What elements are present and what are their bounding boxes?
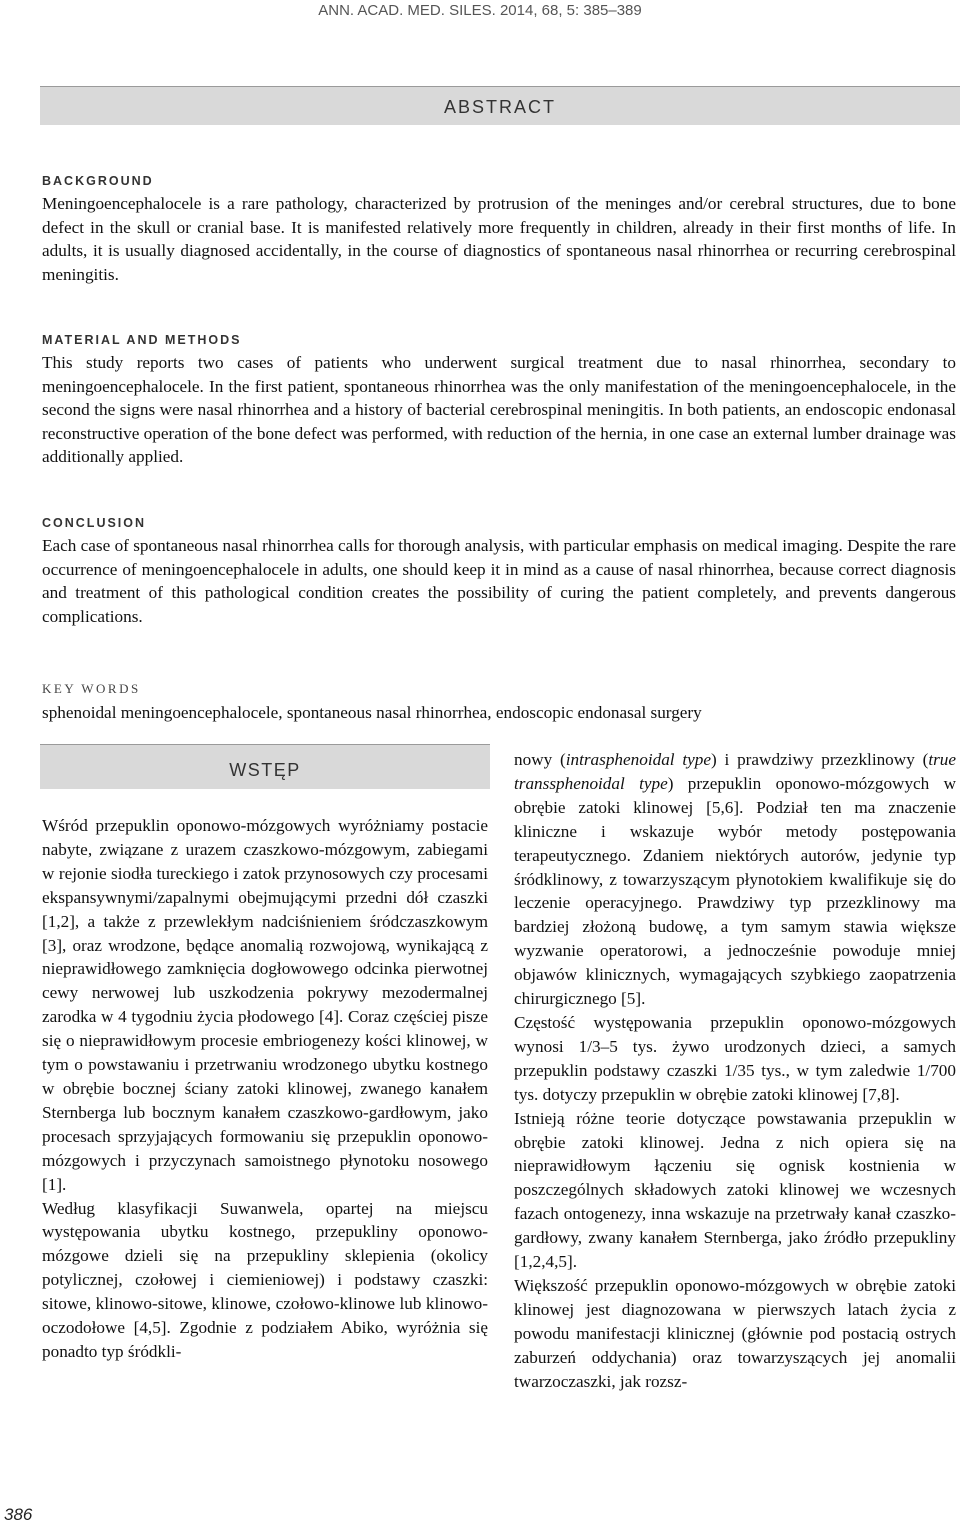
running-head: ANN. ACAD. MED. SILES. 2014, 68, 5: 385–389 xyxy=(318,2,642,19)
page-number: 386 xyxy=(4,1505,33,1524)
intro-left-paragraph-2: Według klasyfikacji Suwanwela, opartej na miejscu występowania ubytku kostnego, przepukliny oponowo-mózgowe dzieli się na przepukliny sklepienia (okolicy potylicznej, czołowej i ciemieniowej) i podstawy czaszki: sitowe, klinowo-sitowe, klinowe, czołowo-klinowe lub klinowo-oczodołowe [4,5]. Zgodnie z podziałem Abiko, wyróżnia się ponadto typ śródkli- xyxy=(42,1198,488,1361)
text-run: ) i prawdziwy przezklinowy ( xyxy=(711,750,929,769)
intro-left-column xyxy=(42,814,488,1364)
intro-right-column xyxy=(514,748,956,1393)
abstract-title-bar xyxy=(40,86,960,125)
methods-section xyxy=(42,333,956,469)
keywords-section xyxy=(42,681,956,723)
intro-right-paragraph-4: Większość przepuklin oponowo-mózgowych w obrębie zatoki klinowej jest diagnozowana w pierwszych latach życia z powodu manifestacji klinicznej (głównie pod postacią ostrych zaburzeń oddychania) oraz towarzyszących jej anomalii twarzoczaszki, jak rozsz- xyxy=(514,1275,956,1391)
intro-right-paragraph-1 xyxy=(514,748,956,1011)
italic-term: true transsphenoidal type xyxy=(514,750,956,793)
background-text: Meningoencephalocele is a rare pathology, characterized by protrusion of the meninges and/or cerebral structures, due to bone defect in the skull or cranial base. It is manifested relatively more frequently in children, already in their first months of life. In adults, it is usually diagnosed accidentally, in the course of diagnostics of spontaneous nasal rhinorrhea or recurring cerebrospinal meningitis. xyxy=(42,194,956,284)
abstract-title: ABSTRACT xyxy=(443,97,556,117)
text-run: ) przepuklin oponowo-mózgowych w obrębie zatoki klinowej [5,6]. Podział ten ma znaczenie kliniczne i wskazuje wybór metody postępowania terapeutycznego. Zdaniem niektórych autorów, jedynie typ śródklinowy, z towarzyszącym płynotokiem kwalifikuje się do leczenie operacyjnego. Prawdziwy typ przezklinowy ma bardziej złożoną budowę, a tym samym stawia większe wyzwanie operatorowi, a jednocześnie powoduje mniej objawów klinicznych, wymagających szybkiego zaopatrzenia chirurgicznego [5]. xyxy=(514,773,956,1009)
conclusion-heading: CONCLUSION xyxy=(42,516,147,530)
keywords-heading: KEY WORDS xyxy=(42,681,141,696)
text-run: nowy ( xyxy=(514,750,566,769)
intro-left-paragraph-1: Wśród przepuklin oponowo-mózgowych wyróżniamy postacie nabyte, związane z urazem czaszkowo-mózgowym, zabiegami w rejonie siodła tureckiego i zatok przynosowych czy procesami ekspansywnymi/zapalnymi obejmującymi przedni dół czaszki [1,2], a także z przewlekłym nadciśnieniem śródczaszkowym [3], oraz wrodzone, będące anomalią rozwojową, wynikającą z nieprawidłowego zamknięcia dogłowowego odcinka pierwotnej cewy nerwowej lub uszkodzenia pokrywy mezodermalnej zarodka w 4 tygodniu życia płodowego [4]. Coraz częściej pisze się o nieprawidłowym procesie embriogenezy kości klinowej, w tym o powstawaniu i przetrwaniu wrodzonego ubytku kostnego w obrębie bocznej ściany zatoki klinowej, zwanego kanałem Sternberga lub bocznym kanałem czaszkowo-gardłowym, jako procesach sprzyjających formowaniu się przepuklin oponowo-mózgowych i przyczynach samoistnego płynotoku nosowego [1]. xyxy=(42,816,488,1194)
italic-term: intrasphenoidal type xyxy=(565,750,711,769)
conclusion-section xyxy=(42,516,956,628)
intro-right-paragraph-2: Częstość występowania przepuklin oponowo-mózgowych wynosi 1/3–5 tys. żywo urodzonych dzieci, a samych przepuklin podstawy czaszki 1/35 tys., w tym zaledwie 1/700 tys. dotyczy przepuklin w obrębie zatoki klinowej [7,8]. xyxy=(514,1012,956,1104)
conclusion-text: Each case of spontaneous nasal rhinorrhea calls for thorough analysis, with particular emphasis on medical imaging. Despite the rare occurrence of meningoencephalocele in adults, one should keep it in mind as a cause of nasal rhinorrhea, because correct diagnosis and treatment of this pathological condition creates the possibility of curing the patient completely, and prevents dangerous complications. xyxy=(42,536,956,626)
methods-heading: MATERIAL AND METHODS xyxy=(42,333,242,347)
keywords-text: sphenoidal meningoencephalocele, spontaneous nasal rhinorrhea, endoscopic endonasal surgery xyxy=(42,703,702,722)
methods-text: This study reports two cases of patients who underwent surgical treatment due to nasal rhinorrhea, secondary to meningoencephalocele. In the first patient, spontaneous rhinorrhea was the only manifestation of the meningoencephalocele, in the second the signs were nasal rhinorrhea and a history of bacterial cerebrospinal meningitis. In both patients, an endoscopic endonasal reconstructive operation of the bone defect was performed, with reduction of the hernia, in one case an external lumber drainage was additionally applied. xyxy=(42,353,956,467)
intro-title: WSTĘP xyxy=(229,760,301,780)
background-section xyxy=(42,174,956,286)
intro-right-paragraph-3: Istnieją różne teorie dotyczące powstawania przepuklin w obrębie zatoki klinowej. Jedna z nich opiera się na nieprawidłowym łączeniu się ognisk kostnienia w poszczególnych składowych zatoki klinowej we wczesnych fazach ontogenezy, inna wskazuje na przetrwały kanał czaszko-gardłowy, zwany kanałem Sternberga, jako źródło przepukliny [1,2,4,5]. xyxy=(514,1108,956,1272)
intro-title-bar xyxy=(40,744,490,789)
background-heading: BACKGROUND xyxy=(42,174,154,188)
